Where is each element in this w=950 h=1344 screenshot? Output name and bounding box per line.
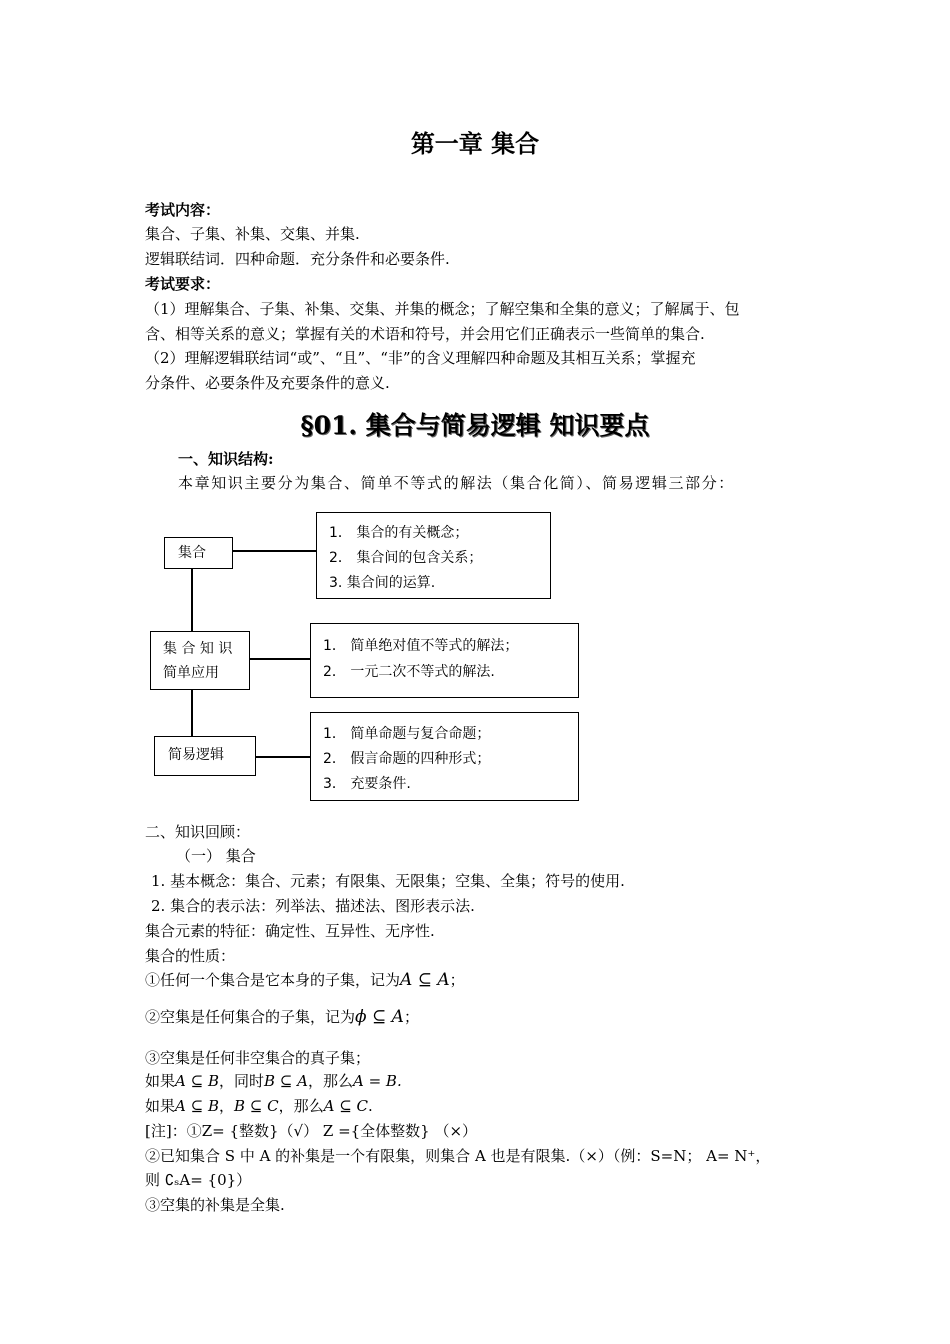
property-5-end: .	[368, 1097, 373, 1115]
note-1: [注]：①Z= {整数}（√） Z ={全体整数} （×）	[145, 1122, 478, 1140]
property-4-a: 如果	[145, 1072, 176, 1090]
exam-requirements-line-2: 含、相等关系的意义；掌握有关的术语和符号，并会用它们正确表示一些简单的集合.	[145, 325, 705, 343]
node-set-label: 集合	[178, 545, 206, 561]
property-1-end: ；	[449, 971, 465, 989]
structure-heading: 一、知识结构:	[178, 450, 274, 468]
node-simple-logic	[154, 736, 256, 776]
connector-h-2	[249, 658, 311, 660]
property-5-a: 如果	[145, 1097, 176, 1115]
box-set-topic-2: 2． 集合间的包含关系；	[329, 550, 483, 566]
property-5-math-3: A ⊆ C	[323, 1097, 369, 1115]
review-heading: 二、知识回顾：	[145, 823, 251, 841]
note-2-line-2: 则 ∁ₛA= {0}）	[145, 1171, 252, 1189]
connector-h-3	[255, 756, 311, 758]
note-2-line-1: ②已知集合 S 中 A 的补集是一个有限集，则集合 A 也是有限集.（×）（例：S=N； A= N⁺，	[145, 1147, 771, 1165]
property-5-math-1: A ⊆ B	[175, 1097, 219, 1115]
property-4-c: ，那么	[307, 1072, 353, 1090]
node-set	[164, 537, 233, 569]
property-1-math: A ⊆ A	[400, 970, 450, 990]
node-simple-logic-label: 简易逻辑	[168, 747, 224, 763]
box-logic-topic-2: 2． 假言命题的四种形式；	[323, 751, 491, 767]
exam-content-line-1: 集合、子集、补集、交集、并集.	[145, 225, 360, 243]
review-item-2: 2. 集合的表示法：列举法、描述法、图形表示法.	[151, 897, 475, 915]
review-item-1: 1. 基本概念：集合、元素；有限集、无限集；空集、全集；符号的使用.	[151, 872, 625, 890]
exam-requirements-line-3: （2）理解逻辑联结词“或”、“且”、“非”的含义理解四种命题及其相互关系；掌握充	[145, 349, 696, 367]
box-set-topic-1: 1． 集合的有关概念；	[329, 525, 469, 541]
property-2-text: ②空集是任何集合的子集，记为	[145, 1008, 356, 1026]
box-inequality-topics	[310, 623, 579, 698]
property-1-text: ①任何一个集合是它本身的子集，记为	[145, 971, 401, 989]
node-set-application	[150, 631, 250, 690]
node-set-application-line-2: 简单应用	[163, 665, 219, 681]
review-subheading: （一） 集合	[176, 847, 256, 865]
property-1	[145, 970, 465, 990]
property-5	[145, 1096, 373, 1116]
box-set-topics	[316, 512, 551, 599]
exam-content-line-2: 逻辑联结词．四种命题．充分条件和必要条件.	[145, 250, 450, 268]
exam-content-heading: 考试内容：	[145, 201, 221, 219]
property-4-math-1: A ⊆ B	[175, 1072, 219, 1090]
note-3: ③空集的补集是全集.	[145, 1196, 285, 1214]
review-features: 集合元素的特征：确定性、互异性、无序性.	[145, 922, 435, 940]
exam-requirements-heading: 考试要求：	[145, 275, 221, 293]
connector-vertical-1	[191, 567, 193, 632]
structure-intro: 本章知识主要分为集合、简单不等式的解法（集合化简）、简易逻辑三部分：	[178, 474, 735, 492]
property-5-c: ，那么	[278, 1097, 324, 1115]
property-4-math-2: B ⊆ A	[264, 1072, 308, 1090]
review-properties: 集合的性质：	[145, 947, 236, 965]
property-2	[145, 1007, 419, 1027]
box-set-topic-3: 3. 集合间的运算.	[329, 575, 436, 591]
property-5-b: ，	[218, 1097, 234, 1115]
property-4-b: ，同时	[218, 1072, 264, 1090]
property-2-end: ；	[403, 1008, 419, 1026]
exam-requirements-line-1: （1）理解集合、子集、补集、交集、并集的概念；了解空集和全集的意义；了解属于、包	[145, 300, 740, 318]
property-3: ③空集是任何非空集合的真子集；	[145, 1049, 371, 1067]
property-4	[145, 1071, 402, 1091]
chapter-title: 第一章 集合	[410, 129, 540, 158]
connector-h-1	[232, 550, 317, 552]
section-title: §01. 集合与简易逻辑 知识要点	[300, 411, 650, 440]
box-logic-topic-1: 1． 简单命题与复合命题；	[323, 726, 491, 742]
property-2-math: ϕ ⊆ A	[355, 1007, 404, 1027]
box-inequality-topic-2: 2． 一元二次不等式的解法.	[323, 664, 495, 680]
property-5-math-2: B ⊆ C	[234, 1097, 279, 1115]
box-inequality-topic-1: 1． 简单绝对值不等式的解法；	[323, 638, 519, 654]
box-logic-topic-3: 3． 充要条件.	[323, 776, 411, 792]
box-logic-topics	[310, 712, 579, 801]
connector-vertical-2	[191, 689, 193, 737]
node-set-application-line-1: 集 合 知 识	[163, 641, 233, 657]
exam-requirements-line-4: 分条件、必要条件及充要条件的意义.	[145, 374, 390, 392]
property-4-math-3: A = B.	[352, 1072, 402, 1090]
